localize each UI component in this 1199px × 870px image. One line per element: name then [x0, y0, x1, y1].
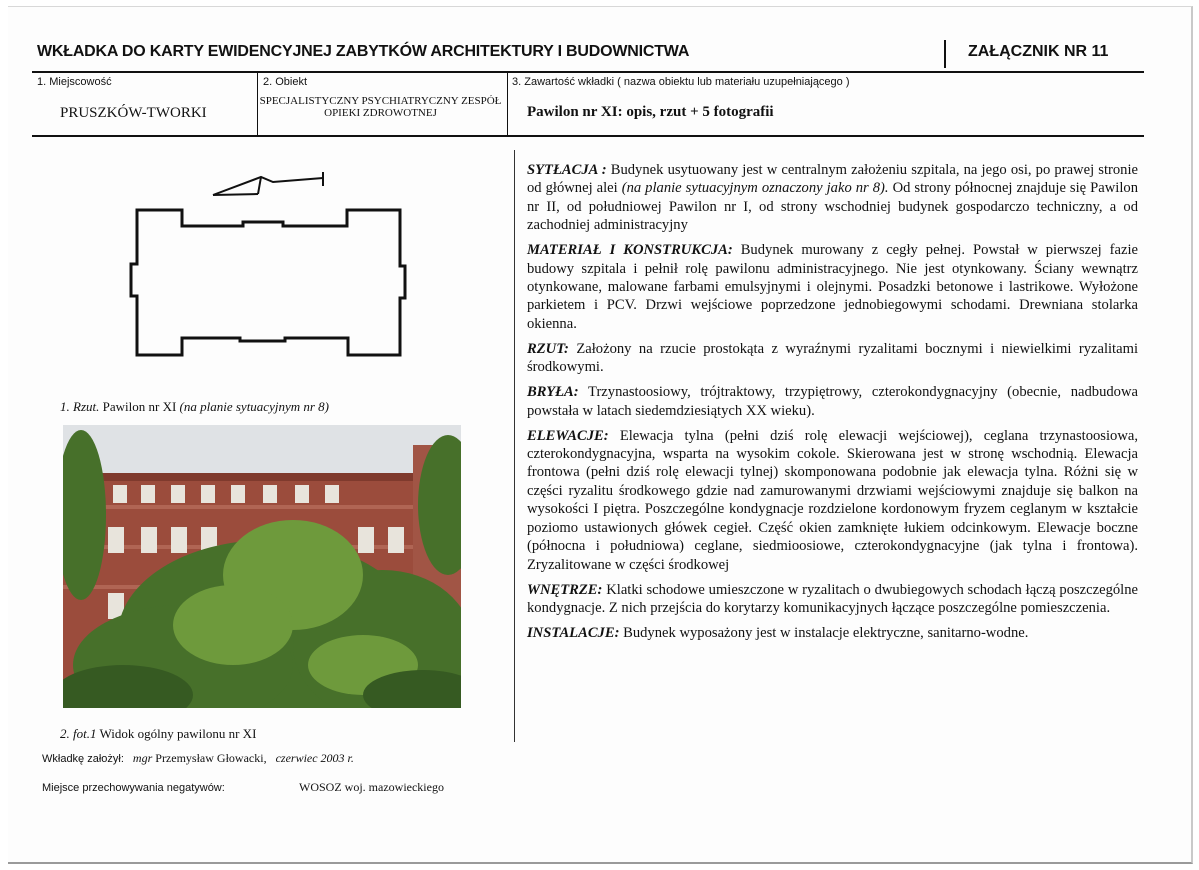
- section-plan: [527, 340, 1138, 377]
- column-divider: [514, 150, 515, 742]
- photo-caption: [60, 726, 256, 742]
- author-name: Przemysław Głowacki,: [155, 751, 267, 765]
- section-text: Elewacja tylna (pełni dziś rolę elewacji wejściowej), ceglana trzynastoosiowa, czterokondygnacyjna, wsparta na wysokim cokole. Skierowana jest w stronę wschodnią. Elewacja frontowa (pełni dziś rolę elewacji tylnej) skomponowana podobnie jak elewacja tylna. Różni się w części ryzalitu środkowego gdzie nad zamurowanymi drzwiami wejściowymi znajduje się balkon na wysokości I piętra. Poszczególne kondygnacje rozdzielone kordonowym fryzem ceglanym w kształcie poziomo ustawionych główek cegieł. Część okien zamknięte łukiem odcinkowym. Elewacje boczne (północna i południowa) ceglane, siedmioosiowe, czterokondygnacyjne (jak tylna i frontowa). Zryzalitowane w części środkowej: [527, 427, 1138, 573]
- section-italic-text: (na planie sytuacyjnym oznaczony jako nr 8).: [621, 180, 889, 197]
- section-heading: ELEWACJE:: [527, 427, 609, 444]
- locality-label: 1. Miejscowość: [37, 76, 112, 88]
- section-text: Klatki schodowe umieszczone w ryzalitach o dwubiegowych schodach łączą poszczególne kondygnacje. Z nich przejścia do korytarzy komunikacyjnych łączące poszczególne pomieszczenia.: [527, 581, 1139, 616]
- storage-value: WOSOZ woj. mazowieckiego: [299, 780, 444, 794]
- section-heading: BRYŁA:: [527, 384, 579, 401]
- section-heading: RZUT:: [527, 340, 569, 357]
- photo-caption-number: 2. fot.1: [60, 726, 97, 741]
- content-label: 3. Zawartość wkładki ( nazwa obiektu lub materiału uzupełniającego ): [512, 76, 850, 88]
- header-rule: [32, 71, 1144, 73]
- header-divider: [944, 40, 946, 68]
- author-degree: mgr: [132, 751, 153, 765]
- section-text: Od strony północnej znajduje się Pawilon nr II, od południowej Pawilon nr I, od strony wschodniej budynek gospodarczo techniczny, a od zachodniej administracyjny: [527, 180, 1138, 234]
- author-line: [42, 751, 354, 766]
- section-text: Budynek wyposażony jest w instalacje elektryczne, sanitarno-wodne.: [623, 624, 1029, 641]
- author-label: Wkładkę założył:: [42, 753, 124, 765]
- section-massing: [527, 383, 1138, 420]
- section-text: Budynek murowany z cegły pełnej. Powstał w pierwszej fazie budowy szpitala i pełnił rolę pawilonu administracyjnego. Nie jest otynkowany. Ściany wewnątrz otynkowane, malowane farbami emulsyjnymi i olejnymi. Posadzki betonowe i lastrikowe. Wyłożone parkietem i PCV. Drzwi wejściowe poprzedzone jednobiegowymi schodami. Drewniana stolarka okienna.: [527, 242, 1138, 332]
- attachment-number: ZAŁĄCZNIK NR 11: [968, 43, 1109, 60]
- section-material: [527, 241, 1138, 333]
- photo-caption-text: Widok ogólny pawilonu nr XI: [99, 726, 257, 741]
- floor-plan-sketch: [120, 168, 420, 368]
- plan-caption-text: Pawilon nr XI: [102, 399, 177, 414]
- section-interior: [527, 581, 1138, 618]
- section-heading: MATERIAŁ I KONSTRUKCJA:: [527, 242, 733, 259]
- north-arrow-icon: [213, 177, 323, 195]
- object-label: 2. Obiekt: [263, 76, 308, 88]
- author-date: czerwiec 2003 r.: [275, 751, 354, 765]
- plan-caption: [60, 399, 329, 415]
- building-photo: [63, 425, 461, 708]
- storage-label: Miejsce przechowywania negatywów:: [42, 782, 225, 794]
- plan-caption-number: 1. Rzut.: [60, 399, 100, 414]
- section-text: Trzynastoosiowy, trójtraktowy, trzypiętrowy, czterokondygnacyjny (obecnie, nadbudowa powstała w latach siedemdziesiątych XX wieku).: [527, 384, 1138, 419]
- section-text: Założony na rzucie prostokąta z wyraźnymi ryzalitami bocznymi i niewielkimi ryzalitami środkowymi.: [527, 340, 1138, 376]
- section-heading: SYTŁACJA :: [527, 162, 607, 178]
- section-situation: [527, 161, 1138, 235]
- section-text: Budynek usytuowany jest w centralnym założeniu szpitala, na jego osi, po prawej stronie od głównej alei: [527, 162, 1138, 197]
- object-value: SPECJALISTYCZNY PSYCHIATRYCZNY ZESPÓŁ OPIEKI ZDROWOTNEJ: [259, 95, 502, 119]
- description-column: [527, 161, 1138, 649]
- locality-value: PRUSZKÓW-TWORKI: [60, 105, 207, 121]
- fields-rule: [32, 135, 1144, 137]
- document-title: WKŁADKA DO KARTY EWIDENCYJNEJ ZABYTKÓW ARCHITEKTURY I BUDOWNICTWA: [37, 43, 690, 60]
- building-outline: [131, 210, 405, 355]
- field-divider-2: [507, 73, 508, 136]
- section-elevations: [527, 427, 1138, 574]
- section-heading: WNĘTRZE:: [527, 581, 603, 598]
- storage-line: [42, 780, 225, 795]
- plan-caption-italic: (na planie sytuacyjnym nr 8): [179, 399, 330, 414]
- section-installations: [527, 624, 1138, 642]
- section-heading: INSTALACJE:: [527, 624, 620, 641]
- content-value: Pawilon nr XI: opis, rzut + 5 fotografii: [527, 104, 774, 120]
